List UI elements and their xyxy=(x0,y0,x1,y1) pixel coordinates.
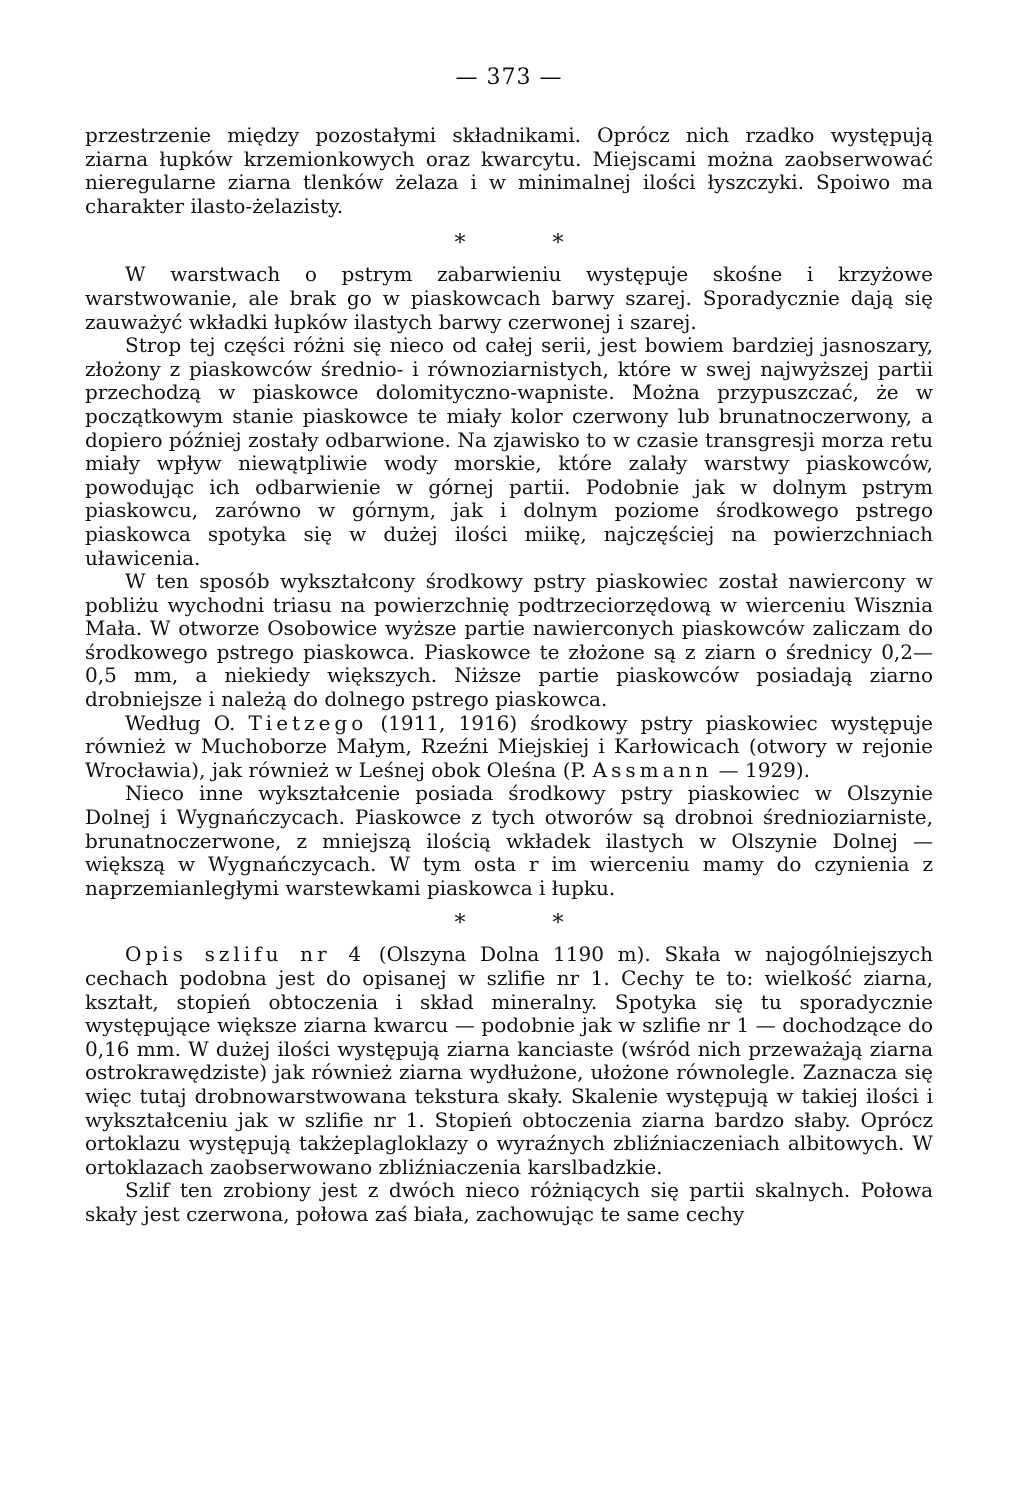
paragraph-5 xyxy=(85,712,933,783)
author-name-assmann: Assmann xyxy=(592,757,713,782)
paragraph-7 xyxy=(85,943,933,1179)
paragraph-5-start: Według O. xyxy=(125,710,249,735)
paragraph-1: przestrzenie między pozostałymi składnikami. Oprócz nich rzadko występują ziarna łupków krzemionkowych oraz kwarcytu. Miejscami można zaobserwować nieregularne ziarna tlenków żelaza i w minimalnej ilości łyszczyki. Spoiwo ma charakter ilasto-żelazisty. xyxy=(85,123,933,218)
thin-section-description: (Olszyna Dolna 1190 m). Skała w najogólniejszych cechach podobna jest do opisanej w szlifie nr 1. Cechy te to: wielkość ziarna, kształt, stopień obtoczenia i skład mineralny. Spotyka się tu sporadycznie występujące większe ziarna kwarcu — podobnie jak w szlifie nr 1 — dochodzące do 0,16 mm. W dużej ilości występują ziarna kanciaste (wśród nich przeważają ziarna ostrokrawędziste) jak również ziarna wydłużone, ułożone równolegle. Zaznacza się więc tutaj drobnowarstwowana tekstura skały. Skalenie występują w takiej ilości i wykształceniu jak w szlifie nr 1. Stopień obtoczenia ziarna bardzo słaby. Oprócz ortoklazu występują takżeplagloklazy o wyraźnych zbliźniaczeniach albitowych. W ortoklazach zaobserwowano zbliźniaczenia karslbadzkie. xyxy=(85,942,933,1179)
author-name-tietze: Tietzego xyxy=(248,710,368,735)
page-number: — 373 — xyxy=(455,65,563,90)
body-text xyxy=(85,124,933,1227)
section-separator: * * xyxy=(454,231,604,257)
paragraph-3: Strop tej części różni się nieco od całej serii, jest bowiem bardziej jasnoszary, złożony z piaskowców średnio- i równoziarnistych, które w swej najwyższej partii przechodzą w piaskowce dolomityczno-wapniste. Można przypuszczać, że w początkowym stanie piaskowce te miały kolor czerwony lub brunatnoczerwony, a dopiero później zostały odbarwione. Na zjawisko to w czasie transgresji morza retu miały wpływ niewątpliwie wody morskie, które zalały warstwy piaskowców, powodując ich odbarwienie w górnej partii. Podobnie jak w dolnym pstrym piaskowcu, zarówno w górnym, jak i dolnym poziome środkowego pstrego piaskowca spotyka się w dużej ilości miikę, najczęściej na powierzchniach uławicenia. xyxy=(85,333,933,570)
section-separator-2: * * xyxy=(454,911,604,937)
paragraph-4: W ten sposób wykształcony środkowy pstry piaskowiec został nawiercony w pobliżu wychodni triasu na powierzchnię podtrzeciorzędową w wierceniu Wisznia Mała. W otworze Osobowice wyższe partie nawierconych piaskowców zaliczam do środkowego pstrego piaskowca. Piaskowce te złożone są z ziarn o średnicy 0,2—0,5 mm, a niekiedy większych. Niższe partie piaskowców posiadają ziarno drobniejsze i należą do dolnego pstrego piaskowca. xyxy=(85,569,933,712)
document-page xyxy=(85,58,933,1227)
paragraph-5-end: — 1929). xyxy=(712,757,811,782)
paragraph-2: W warstwach o pstrym zabarwieniu występuje skośne i krzyżowe warstwowanie, ale brak go w piaskowcach barwy szarej. Sporadycznie dają się zauważyć wkładki łupków ilastych barwy czerwonej i szarej. xyxy=(85,262,933,334)
paragraph-6: Nieco inne wykształcenie posiada środkowy pstry piaskowiec w Olszynie Dolnej i Wygnańczycach. Piaskowce z tych otworów są drobnoi średnioziarniste, brunatnoczerwone, z mniejszą ilością wkładek ilastych w Olszynie Dolnej — większą w Wygnańczycach. W tym osta r im wierceniu mamy do czynienia z naprzemianległymi warstewkami piaskowca i łupku. xyxy=(85,781,933,900)
paragraph-8: Szlif ten zrobiony jest z dwóch nieco różniących się partii skalnych. Połowa skały jest czerwona, połowa zaś biała, zachowując te same cechy xyxy=(85,1178,933,1226)
thin-section-label: Opis szlifu nr 4 xyxy=(125,942,366,967)
paragraph-5-middle: (1911, 1916) środkowy pstry piaskowiec występuje również w Muchoborze Małym, Rzeźni Miejskiej i Karłowicach (otwory w rejonie Wrocławia), jak również w Leśnej obok Oleśna (P. xyxy=(85,710,933,782)
